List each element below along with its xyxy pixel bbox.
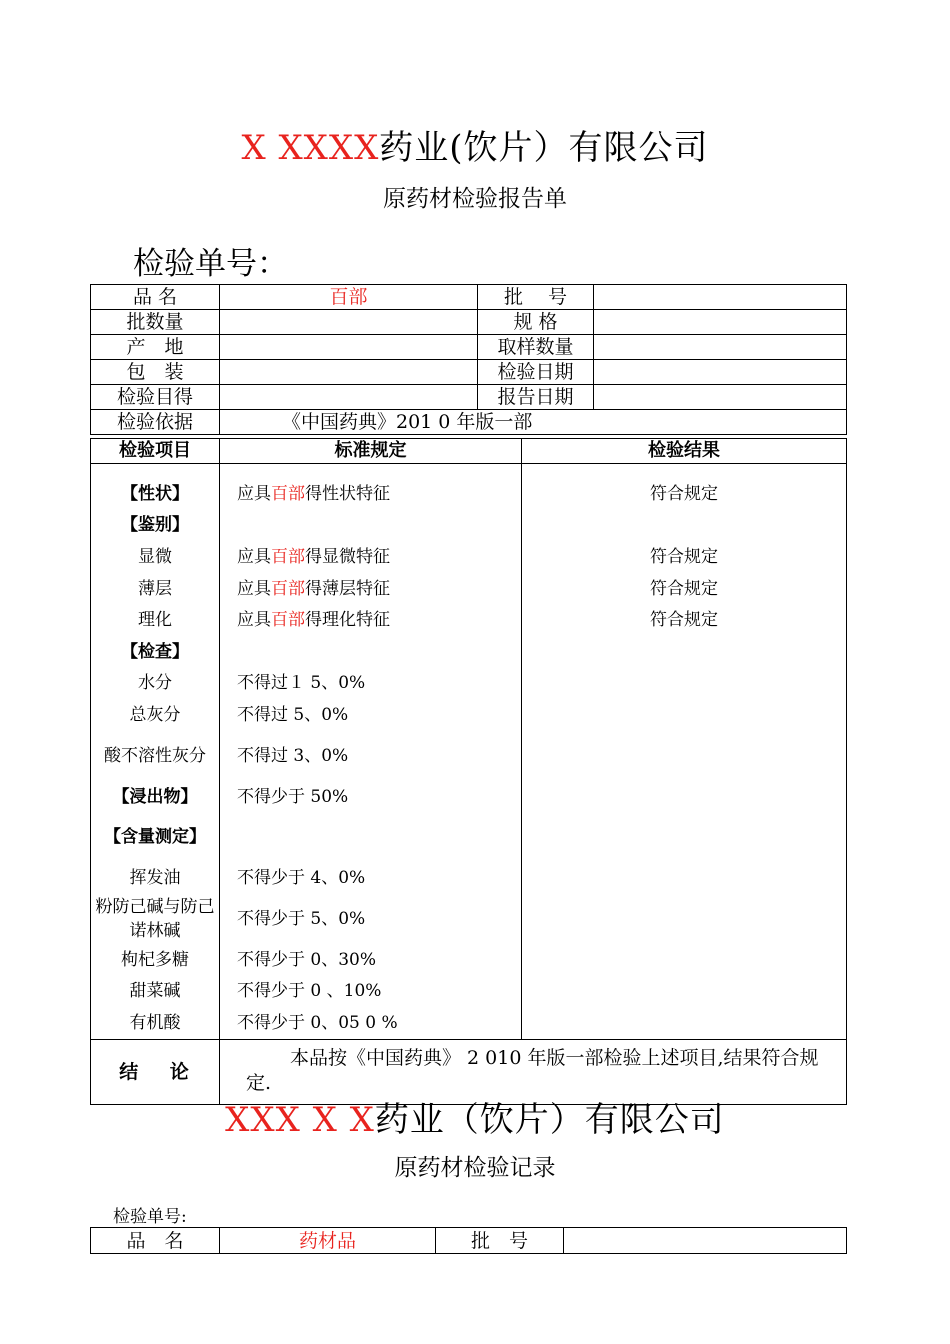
standard-text <box>220 573 521 605</box>
record-table <box>90 1227 847 1254</box>
standard-prefix: 不得过 3、0% <box>237 745 349 766</box>
info-row <box>91 335 847 360</box>
result-text: 符合规定 <box>650 578 718 599</box>
record-value-name: 药材品 <box>220 1228 436 1254</box>
record-value-batch <box>564 1228 847 1254</box>
info-label: 品 名 <box>91 285 220 310</box>
result-text <box>522 944 846 976</box>
standard-suffix: 得薄层特征 <box>305 578 390 599</box>
standard-prefix: 不得少于 0、30% <box>237 949 377 970</box>
standard-text <box>220 668 521 700</box>
result-column <box>522 464 847 1040</box>
items-body-row <box>91 464 847 1040</box>
standard-prefix: 不得少于 4、0% <box>237 868 366 889</box>
herb-name: 百部 <box>271 546 305 567</box>
item-label: 显微 <box>138 546 172 567</box>
info-value <box>594 335 847 360</box>
item-label: 总灰分 <box>129 704 181 725</box>
standard-text <box>220 636 521 668</box>
result-text: 符合规定 <box>650 546 718 567</box>
info-row <box>91 285 847 310</box>
standard-prefix: 不得少于 0、05 0 % <box>237 1012 398 1033</box>
item-label: 粉防己碱与防己诺林碱 <box>95 896 215 941</box>
standard-prefix: 不得少于 50% <box>237 786 349 807</box>
info-label: 包 装 <box>91 360 220 385</box>
standard-text <box>220 976 521 1008</box>
standard-prefix: 不得过 5、0% <box>237 704 349 725</box>
info-value <box>220 360 478 385</box>
standard-prefix: 应具 <box>237 483 271 504</box>
info-label: 产 地 <box>91 335 220 360</box>
info-row <box>91 360 847 385</box>
standard-prefix: 应具 <box>237 578 271 599</box>
info-value <box>220 335 478 360</box>
item-label: 甜菜碱 <box>129 981 181 1002</box>
doc-number-label: 检验单号： <box>133 246 288 282</box>
standard-column <box>220 464 522 1040</box>
record-company-prefix: XXX X X <box>225 1100 375 1140</box>
result-text <box>522 1007 846 1039</box>
record-label-name: 品 名 <box>91 1228 220 1254</box>
standard-text <box>220 812 521 862</box>
info-value: 百部 <box>220 285 478 310</box>
item-label: 酸不溶性灰分 <box>104 745 206 766</box>
basis-row <box>91 410 847 435</box>
info-value <box>594 310 847 335</box>
result-text <box>522 731 846 781</box>
header-standard: 标准规定 <box>220 439 522 464</box>
result-text <box>522 668 846 700</box>
info-label: 批数量 <box>91 310 220 335</box>
standard-text <box>220 699 521 731</box>
standard-text <box>220 510 521 542</box>
standard-text <box>220 894 521 944</box>
basis-value: 《中国药典》201 0 年版一部 <box>220 410 847 435</box>
info-row <box>91 310 847 335</box>
header-result: 检验结果 <box>522 439 847 464</box>
item-label: 薄层 <box>138 578 172 599</box>
info-row <box>91 385 847 410</box>
result-text: 符合规定 <box>650 610 718 631</box>
item-label: 水分 <box>138 673 172 694</box>
result-text <box>522 699 846 731</box>
item-label: 【检查】 <box>121 641 189 662</box>
item-label: 枸杞多糖 <box>121 949 189 970</box>
info-value <box>594 385 847 410</box>
standard-text <box>220 731 521 781</box>
standard-suffix: 得性状特征 <box>305 483 390 504</box>
herb-name: 百部 <box>271 483 305 504</box>
standard-prefix: 应具 <box>237 546 271 567</box>
result-text <box>522 976 846 1008</box>
item-label: 挥发油 <box>129 868 181 889</box>
record-doc-number-label: 检验单号: <box>113 1207 187 1227</box>
standard-prefix: 不得少于 0 、10% <box>237 981 382 1002</box>
record-company-suffix: 药业（饮片）有限公司 <box>374 1100 725 1140</box>
result-text <box>522 812 846 862</box>
items-header-row <box>91 439 847 464</box>
standard-text <box>220 781 521 813</box>
record-company-title <box>0 1092 950 1141</box>
result-text <box>522 510 846 542</box>
standard-text <box>220 1007 521 1039</box>
herb-name: 百部 <box>271 578 305 599</box>
conclusion-label: 结 论 <box>91 1039 220 1104</box>
standard-text <box>220 541 521 573</box>
standard-suffix: 得显微特征 <box>305 546 390 567</box>
standard-text <box>220 944 521 976</box>
result-text <box>522 894 846 944</box>
info-label: 报告日期 <box>478 385 594 410</box>
result-text <box>522 862 846 894</box>
info-table <box>90 284 847 435</box>
item-label: 【含量测定】 <box>104 827 206 848</box>
standard-text <box>220 604 521 636</box>
standard-prefix: 不得过１ 5、0% <box>237 673 366 694</box>
result-text: 符合规定 <box>650 483 718 504</box>
info-value <box>594 285 847 310</box>
standard-text <box>220 862 521 894</box>
item-label: 【性状】 <box>121 483 189 504</box>
company-title <box>0 120 950 169</box>
info-value <box>220 310 478 335</box>
record-title: 原药材检验记录 <box>394 1155 556 1181</box>
herb-name: 百部 <box>271 610 305 631</box>
header-item: 检验项目 <box>91 439 220 464</box>
standard-prefix: 不得少于 5、0% <box>237 908 366 929</box>
info-label: 取样数量 <box>478 335 594 360</box>
basis-label: 检验依据 <box>91 410 220 435</box>
item-label: 【鉴别】 <box>121 515 189 536</box>
conclusion-text: 本品按《中国药典》 2 010 年版一部检验上述项目,结果符合规定. <box>220 1039 847 1104</box>
standard-suffix: 得理化特征 <box>305 610 390 631</box>
item-label: 【浸出物】 <box>112 786 198 807</box>
result-text <box>522 781 846 813</box>
record-row <box>91 1228 847 1254</box>
item-column <box>91 464 220 1040</box>
company-suffix: 药业(饮片）有限公司 <box>379 128 709 168</box>
result-text <box>522 636 846 668</box>
info-label: 规 格 <box>478 310 594 335</box>
info-label: 批 号 <box>478 285 594 310</box>
info-label: 检验目得 <box>91 385 220 410</box>
item-label: 理化 <box>138 610 172 631</box>
info-value <box>594 360 847 385</box>
company-prefix: X XXXX <box>241 128 380 168</box>
standard-text <box>220 478 521 510</box>
standard-prefix: 应具 <box>237 610 271 631</box>
record-label-batch: 批 号 <box>436 1228 564 1254</box>
items-table <box>90 438 847 1105</box>
report-title: 原药材检验报告单 <box>383 186 567 212</box>
info-label: 检验日期 <box>478 360 594 385</box>
item-label: 有机酸 <box>129 1012 181 1033</box>
info-value <box>220 385 478 410</box>
